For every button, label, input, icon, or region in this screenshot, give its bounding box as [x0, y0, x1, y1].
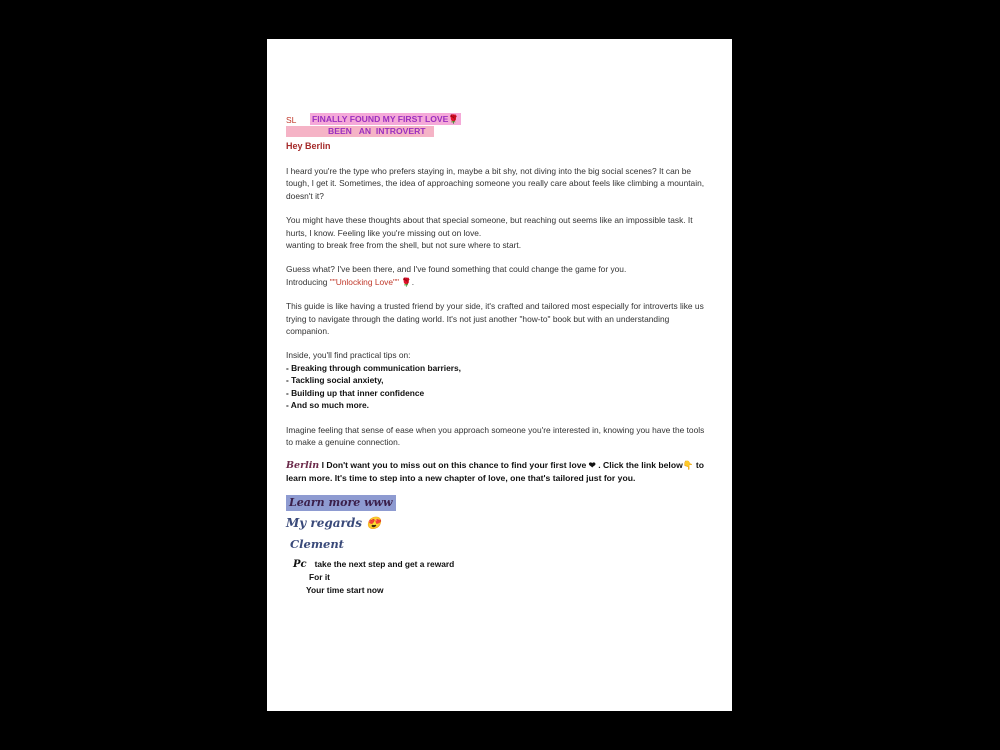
heart-eyes-icon: 😍	[366, 516, 382, 531]
pc-label: Pc	[293, 559, 307, 571]
subheadline: BEEN AN INTROVERT	[286, 126, 434, 137]
signature: Clement	[290, 536, 344, 551]
paragraph-5	[286, 349, 706, 411]
rose-icon: 🌹	[401, 276, 412, 287]
header-row	[286, 113, 706, 126]
tip-item: - And so much more.	[286, 400, 369, 411]
quote-close: ""	[392, 276, 399, 287]
regards-text: My regards	[286, 516, 363, 531]
document-page	[267, 39, 732, 711]
pointing-down-icon: 👇	[682, 460, 694, 471]
headline-text: FINALLY FOUND MY FIRST LOVE	[312, 114, 449, 124]
paragraph-3-line-2	[286, 276, 706, 288]
paragraph-6: Imagine feeling that sense of ease when you approach someone you're interested in, knowing you have the tools to make a genuine connection.	[286, 424, 705, 447]
tips-intro: Inside, you'll find practical tips on:	[286, 350, 411, 361]
unlocking-love-link[interactable]: Unlocking Love	[335, 276, 393, 287]
learn-more-link[interactable]: Learn more www	[286, 495, 396, 511]
quote-open: ""	[329, 276, 336, 287]
tip-item: - Breaking through communication barriers,	[286, 362, 461, 373]
postscript-line-1	[293, 558, 706, 571]
postscript	[293, 558, 706, 597]
headline-highlight	[310, 113, 461, 125]
introducing-text: Introducing	[286, 276, 330, 287]
closing-paragraph	[286, 459, 706, 485]
paragraph-2	[286, 214, 706, 251]
paragraph-2-line-1: You might have these thoughts about that special someone, but reaching out seems like an impossible task. It hurts, I know. Feeling like you're missing out on love.	[286, 215, 693, 238]
paragraph-4: This guide is like having a trusted friend by your side, it's crafted and tailored most especially for introverts like us trying to navigate through the dating world. It's not just another "how-to" book but with an understanding companion.	[286, 301, 704, 337]
regards-line	[286, 517, 706, 529]
postscript-line-3: Your time start now	[306, 585, 384, 596]
paragraph-3-line-1: Guess what? I've been there, and I've found something that could change the game for you.	[286, 264, 627, 275]
closing-text-2: . Click the link below	[595, 460, 683, 471]
paragraph-2-line-2: wanting to break free from the shell, but not sure where to start.	[286, 240, 522, 251]
greeting: Hey Berlin	[286, 141, 331, 151]
tip-item: - Tackling social anxiety,	[286, 375, 384, 386]
document-body	[286, 113, 706, 597]
period: .	[411, 276, 415, 287]
sl-label: SL	[286, 115, 297, 125]
learn-more-row	[286, 485, 706, 511]
berlin-name: Berlin	[286, 460, 320, 472]
postscript-text-1: take the next step and get a reward	[314, 559, 455, 570]
heart-icon: ❤	[588, 460, 596, 471]
postscript-line-2: For it	[309, 572, 330, 583]
rose-icon: 🌹	[448, 114, 460, 124]
subheadline-row	[286, 126, 706, 138]
closing-text-1: I Don't want you to miss out on this chance to find your first love	[319, 460, 589, 471]
paragraph-3	[286, 263, 706, 288]
closing-text-3: to learn more. It's time to step into a new chapter of love, one that's tailored just for you.	[286, 460, 704, 484]
tip-item: - Building up that inner confidence	[286, 387, 425, 398]
paragraph-1: I heard you're the type who prefers staying in, maybe a bit shy, not diving into the big social scenes? It can be tough, I get it. Sometimes, the idea of approaching someone you really care about feels like climbing a mountain, doesn't it?	[286, 166, 705, 201]
